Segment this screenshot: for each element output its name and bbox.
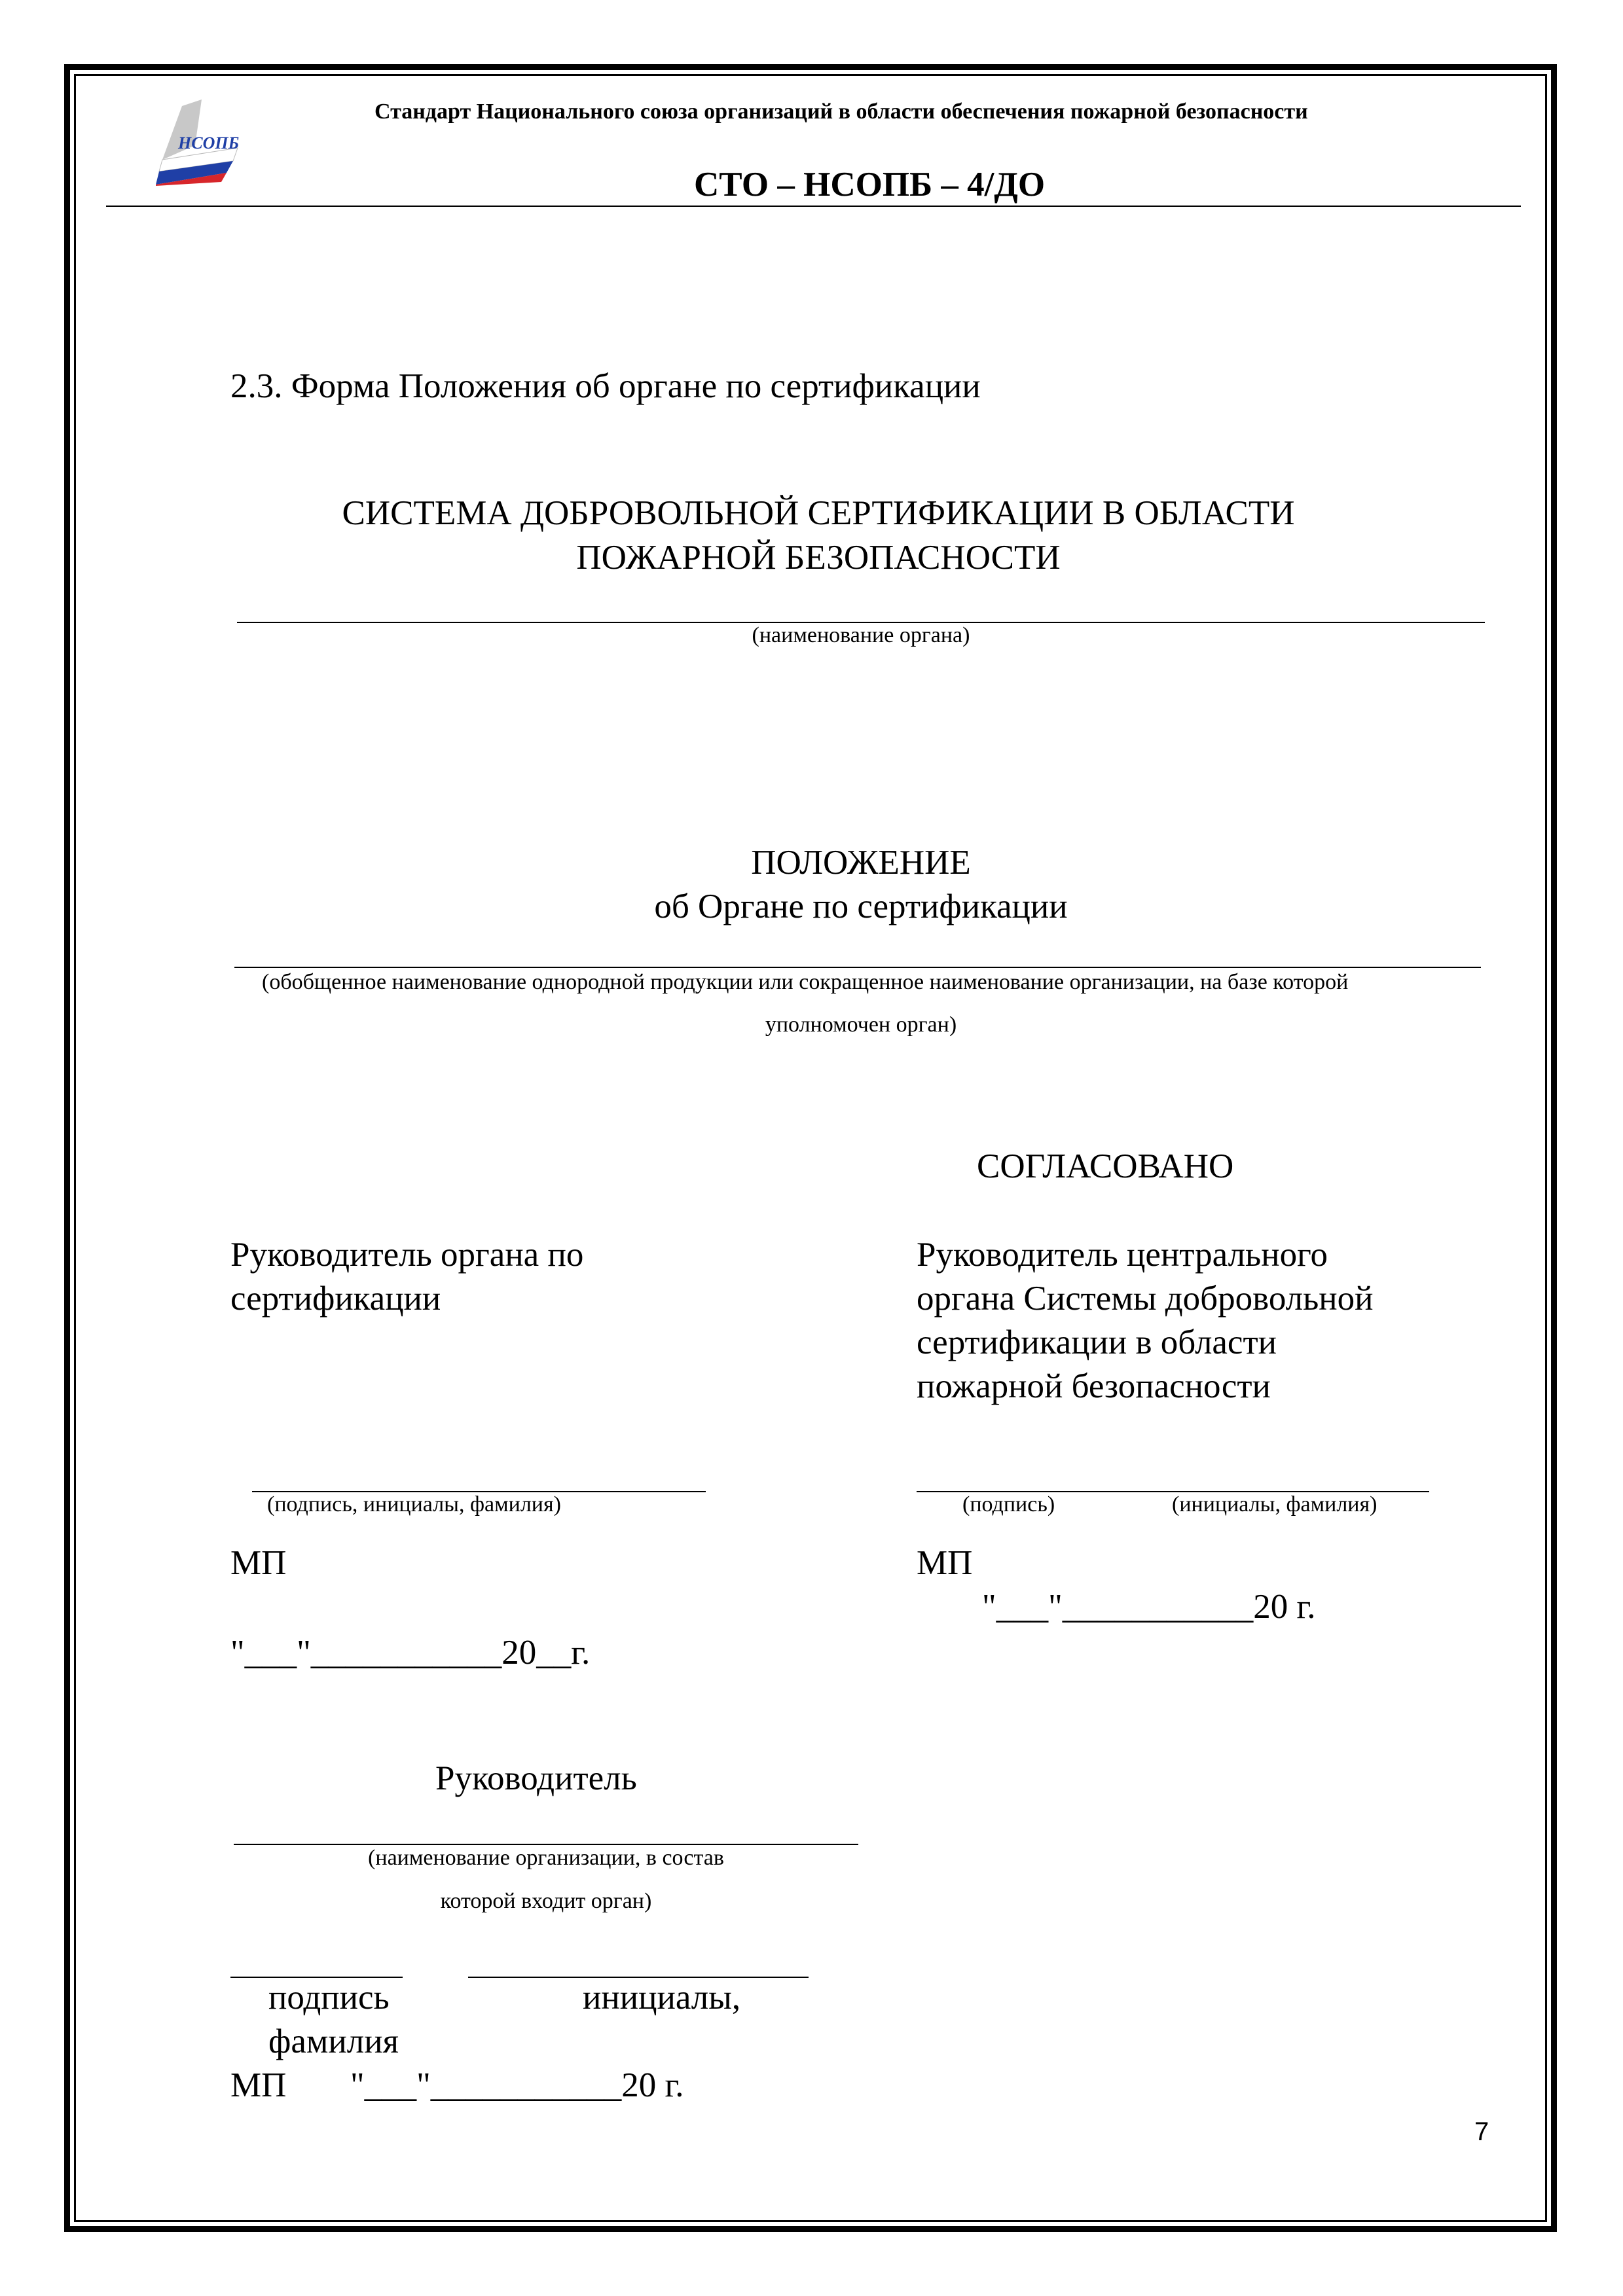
page-number: 7 [1474,2117,1489,2146]
organization-caption-line1: (наименование организации, в состав [368,1846,724,1870]
left-date: "___"___________20__г. [230,1634,591,1672]
product-name-caption-line1: (обобщенное наименование однородной продукции или сокращенное наименование организации, на базе которой [262,970,1349,994]
document-code: СТО – НСОПБ – 4/ДО [694,166,1046,204]
organization-caption-line2: которой входит орган) [440,1889,652,1913]
regulation-title: ПОЛОЖЕНИЕ [751,844,971,882]
right-head-line1: Руководитель центрального [917,1236,1328,1274]
right-head-line2: органа Системы добровольной [917,1280,1374,1318]
logo-text: НСОПБ [178,134,240,152]
logo [156,99,244,186]
head-signature-label: подпись [268,1979,390,2017]
head-title: Руководитель [435,1759,637,1797]
left-stamp-label: МП [230,1544,287,1582]
head-initials-label: инициалы, [583,1979,741,2017]
system-title-line1: СИСТЕМА ДОБРОВОЛЬНОЙ СЕРТИФИКАЦИИ В ОБЛАСТИ [342,494,1295,532]
system-title-line2: ПОЖАРНОЙ БЕЗОПАСНОСТИ [576,539,1061,577]
right-head-line3: сертификации в области [917,1323,1277,1361]
right-head-line4: пожарной безопасности [917,1367,1271,1405]
left-head-line2: сертификации [230,1280,441,1318]
head-surname-label: фамилия [268,2022,399,2060]
organ-name-caption: (наименование органа) [752,623,970,647]
right-signature-caption: (подпись) [962,1492,1055,1516]
product-name-field[interactable] [234,967,1481,968]
agreed-label: СОГЛАСОВАНО [977,1147,1234,1185]
product-name-caption-line2: уполномочен орган) [765,1013,957,1037]
regulation-subtitle: об Органе по сертификации [654,888,1068,925]
head-date: "___"___________20 г. [350,2066,684,2104]
right-date: "___"___________20 г. [982,1588,1316,1626]
right-stamp-label: МП [917,1544,973,1582]
section-heading: 2.3. Форма Положения об органе по сертификации [230,367,981,405]
left-head-line1: Руководитель органа по [230,1236,584,1274]
left-signature-caption: (подпись, инициалы, фамилия) [267,1492,561,1516]
header-rule [106,206,1521,207]
organization-name-field[interactable] [234,1844,858,1845]
right-initials-caption: (инициалы, фамилия) [1172,1492,1377,1516]
head-stamp-label: МП [230,2066,287,2104]
standard-title: Стандарт Национального союза организаций в области обеспечения пожарной безопасности [374,99,1308,124]
